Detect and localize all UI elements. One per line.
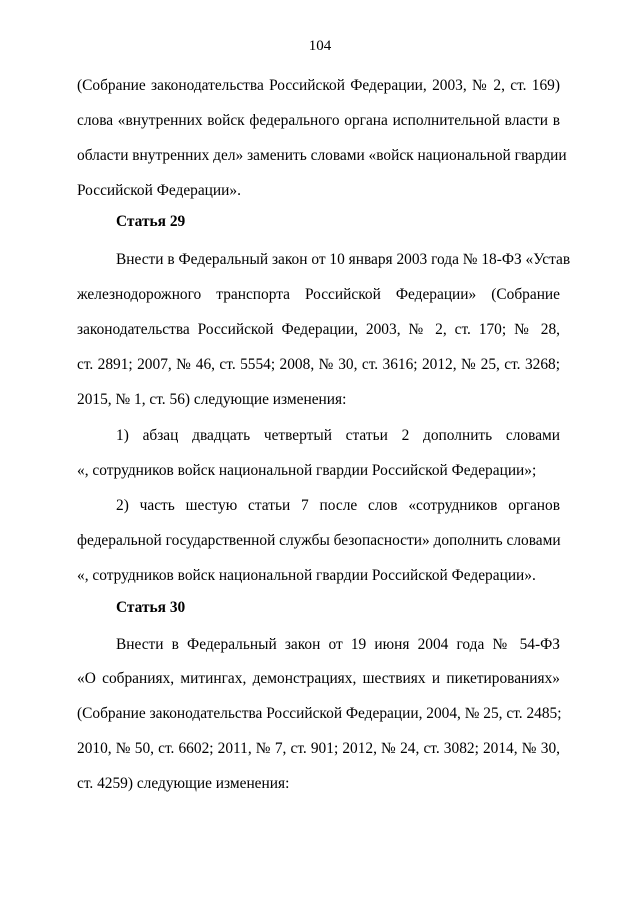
text-line: федеральной государственной службы безопасности» дополнить словами — [77, 532, 561, 549]
text-line: слова «внутренних войск федерального органа исполнительной власти в — [77, 112, 560, 129]
text-line: Российской Федерации». — [77, 182, 241, 199]
text-line: 2015, № 1, ст. 56) следующие изменения: — [77, 391, 347, 408]
text-line: 1) абзац двадцать четвертый статьи 2 дополнить словами — [116, 427, 560, 444]
article-29-heading: Статья 29 — [116, 213, 186, 230]
text-line: железнодорожного транспорта Российской Федерации» (Собрание — [77, 286, 560, 303]
text-line: 2010, № 50, ст. 6602; 2011, № 7, ст. 901; 2012, № 24, ст. 3082; 2014, № 30, — [77, 740, 560, 757]
text-line: «, сотрудников войск национальной гвардии Российской Федерации»; — [77, 462, 537, 479]
text-line: ст. 2891; 2007, № 46, ст. 5554; 2008, № 30, ст. 3616; 2012, № 25, ст. 3268; — [77, 356, 560, 373]
text-line: области внутренних дел» заменить словами «войск национальной гвардии — [77, 147, 567, 164]
page-number: 104 — [308, 38, 332, 54]
text-line: (Собрание законодательства Российской Федерации, 2004, № 25, ст. 2485; — [77, 705, 562, 722]
text-line: «О собраниях, митингах, демонстрациях, шествиях и пикетированиях» — [77, 670, 560, 687]
text-line: «, сотрудников войск национальной гвардии Российской Федерации». — [77, 567, 536, 584]
article-30-heading: Статья 30 — [116, 599, 186, 616]
text-line: 2) часть шестую статьи 7 после слов «сотрудников органов — [116, 497, 560, 514]
text-line: Внести в Федеральный закон от 10 января 2003 года № 18-ФЗ «Устав — [116, 251, 571, 268]
text-line: (Собрание законодательства Российской Федерации, 2003, № 2, ст. 169) — [77, 77, 560, 94]
text-line: законодательства Российской Федерации, 2003, № 2, ст. 170; № 28, — [77, 321, 560, 338]
text-line: Внести в Федеральный закон от 19 июня 2004 года № 54-ФЗ — [116, 636, 560, 653]
text-line: ст. 4259) следующие изменения: — [77, 775, 290, 792]
